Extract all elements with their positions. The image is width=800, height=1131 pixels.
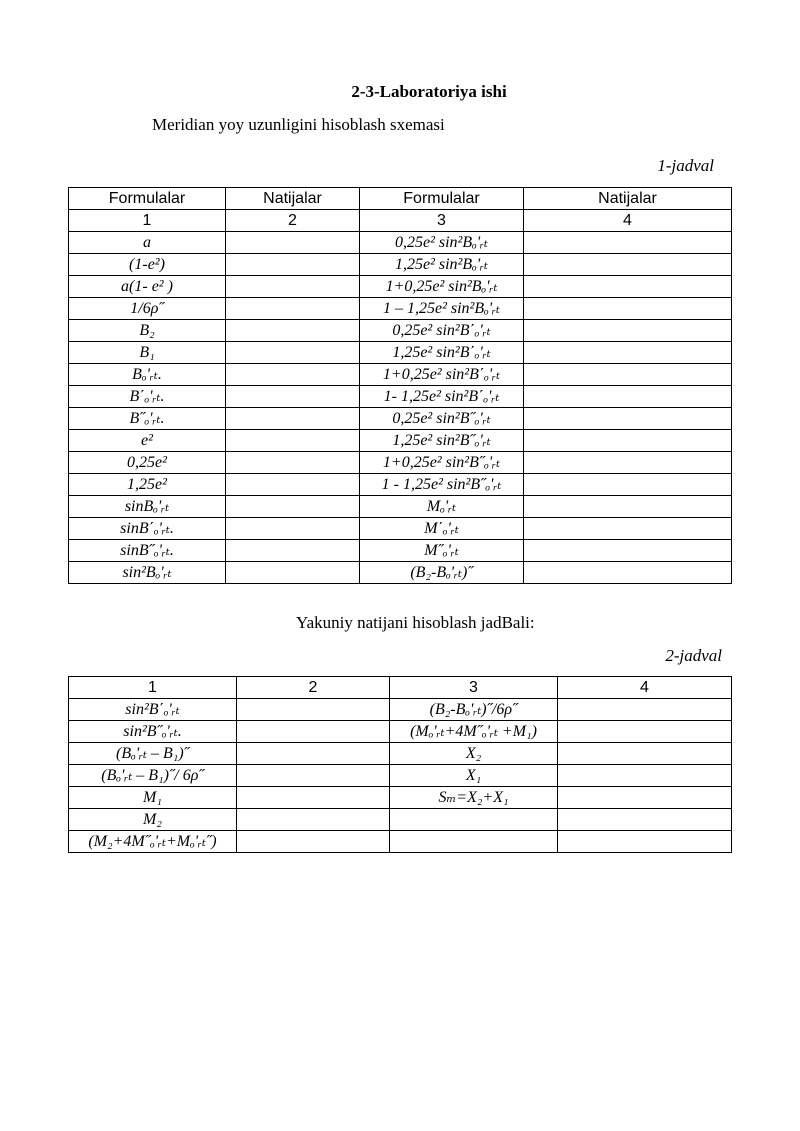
table1-formula-cell: 0,25e² sin²B΄ₒ'ᵣₜ xyxy=(360,320,524,342)
table1-row xyxy=(69,540,732,562)
table1-result-cell xyxy=(524,562,732,584)
table1-result-cell xyxy=(524,386,732,408)
table2-row xyxy=(69,831,732,853)
table1-formula-cell: 1,25e² xyxy=(69,474,226,496)
table1-formula-cell: e² xyxy=(69,430,226,452)
table2-caption: Yakuniy natijani hisoblash jadBali: xyxy=(296,613,535,632)
table1-formula-cell: sin²Bₒ'ᵣₜ xyxy=(69,562,226,584)
table2-result-cell xyxy=(237,765,390,787)
table1-row xyxy=(69,452,732,474)
table1-result-cell xyxy=(226,430,360,452)
table1-result-cell xyxy=(226,342,360,364)
table2-formula-cell: sin²B΄ₒ'ᵣₜ xyxy=(69,699,237,721)
table1-result-cell xyxy=(226,408,360,430)
table-2 xyxy=(68,676,732,853)
table2-formula-cell: (B₂-Bₒ'ᵣₜ)˝/6ρ˝ xyxy=(390,699,558,721)
table2-formula-cell xyxy=(390,831,558,853)
table1-result-cell xyxy=(524,232,732,254)
table1-result-cell xyxy=(226,496,360,518)
table1-formula-cell: 1+0,25e² sin²Bₒ'ᵣₜ xyxy=(360,276,524,298)
table1-formula-cell: M˝ₒ'ᵣₜ xyxy=(360,540,524,562)
table2-result-cell xyxy=(558,787,732,809)
table2-result-cell xyxy=(558,743,732,765)
table1-result-cell xyxy=(524,408,732,430)
table2-row xyxy=(69,721,732,743)
table1-result-cell xyxy=(226,386,360,408)
table2-result-cell xyxy=(558,721,732,743)
table1-row xyxy=(69,232,732,254)
table2-row xyxy=(69,787,732,809)
table2-number-cell: 4 xyxy=(558,677,732,699)
table1-formula-cell: 1+0,25e² sin²B΄ₒ'ᵣₜ xyxy=(360,364,524,386)
table1-formula-cell: B˝ₒ'ᵣₜ. xyxy=(69,408,226,430)
table1-formula-cell: sinB˝ₒ'ᵣₜ. xyxy=(69,540,226,562)
table2-formula-cell: M₁ xyxy=(69,787,237,809)
table1-formula-cell: 0,25e² xyxy=(69,452,226,474)
table2-formula-cell: (Bₒ'ᵣₜ – B₁)˝/ 6ρ˝ xyxy=(69,765,237,787)
table2-result-cell xyxy=(237,787,390,809)
table1-header-cell: Natijalar xyxy=(524,188,732,210)
table1-header-row xyxy=(69,188,732,210)
table2-result-cell xyxy=(237,743,390,765)
table1-formula-cell: (1-e²) xyxy=(69,254,226,276)
table2-row xyxy=(69,765,732,787)
table2-formula-cell: (M₂+4M˝ₒ'ᵣₜ+Mₒ'ᵣₜ˝) xyxy=(69,831,237,853)
table2-result-cell xyxy=(558,765,732,787)
table2-result-cell xyxy=(237,831,390,853)
table1-row xyxy=(69,386,732,408)
table1-result-cell xyxy=(226,298,360,320)
table1-result-cell xyxy=(524,518,732,540)
table2-result-cell xyxy=(237,699,390,721)
table1-formula-cell: a(1- e² ) xyxy=(69,276,226,298)
table1-result-cell xyxy=(226,474,360,496)
table1-result-cell xyxy=(226,276,360,298)
table1-formula-cell: B₁ xyxy=(69,342,226,364)
table1-label: 1-jadval xyxy=(657,156,714,175)
table1-formula-cell: 1- 1,25e² sin²B΄ₒ'ᵣₜ xyxy=(360,386,524,408)
table1-result-cell xyxy=(524,540,732,562)
table2-number-cell: 2 xyxy=(237,677,390,699)
table1-result-cell xyxy=(226,540,360,562)
table1-result-cell xyxy=(226,232,360,254)
table1-result-cell xyxy=(524,342,732,364)
table2-row xyxy=(69,809,732,831)
table1-row xyxy=(69,562,732,584)
table2-formula-cell: (Mₒ'ᵣₜ+4M˝ₒ'ᵣₜ +M₁) xyxy=(390,721,558,743)
table1-number-cell: 1 xyxy=(69,210,226,232)
table1-result-cell xyxy=(226,254,360,276)
table2-number-cell: 3 xyxy=(390,677,558,699)
table1-result-cell xyxy=(524,298,732,320)
table1-formula-cell: B₂ xyxy=(69,320,226,342)
table1-result-cell xyxy=(524,452,732,474)
table1-header-cell: Formulalar xyxy=(360,188,524,210)
table1-header-cell: Natijalar xyxy=(226,188,360,210)
table1-formula-cell: 1/6ρ˝ xyxy=(69,298,226,320)
table1-result-cell xyxy=(524,474,732,496)
table-1 xyxy=(68,187,732,584)
table1-formula-cell: 1,25e² sin²B΄ₒ'ᵣₜ xyxy=(360,342,524,364)
table2-formula-cell: sin²B˝ₒ'ᵣₜ. xyxy=(69,721,237,743)
table2-formula-cell xyxy=(390,809,558,831)
table1-result-cell xyxy=(226,452,360,474)
table1-formula-cell: 1 - 1,25e² sin²B˝ₒ'ᵣₜ xyxy=(360,474,524,496)
table1-formula-cell: Mₒ'ᵣₜ xyxy=(360,496,524,518)
table1-result-cell xyxy=(524,364,732,386)
table1-formula-cell: a xyxy=(69,232,226,254)
table2-result-cell xyxy=(237,809,390,831)
table1-number-cell: 2 xyxy=(226,210,360,232)
table1-formula-cell: sinBₒ'ᵣₜ xyxy=(69,496,226,518)
table1-number-cell: 3 xyxy=(360,210,524,232)
table1-formula-cell: sinB΄ₒ'ᵣₜ. xyxy=(69,518,226,540)
table2-label: 2-jadval xyxy=(665,646,722,665)
table2-number-row xyxy=(69,677,732,699)
table1-row xyxy=(69,474,732,496)
table1-formula-cell: 1+0,25e² sin²B˝ₒ'ᵣₜ xyxy=(360,452,524,474)
table1-result-cell xyxy=(226,518,360,540)
table1-row xyxy=(69,342,732,364)
table1-row xyxy=(69,254,732,276)
table2-result-cell xyxy=(558,699,732,721)
table1-formula-cell: (B₂-Bₒ'ᵣₜ)˝ xyxy=(360,562,524,584)
table1-row xyxy=(69,496,732,518)
table1-number-cell: 4 xyxy=(524,210,732,232)
table1-formula-cell: 1,25e² sin²B˝ₒ'ᵣₜ xyxy=(360,430,524,452)
table1-formula-cell: 0,25e² sin²Bₒ'ᵣₜ xyxy=(360,232,524,254)
table2-formula-cell: M₂ xyxy=(69,809,237,831)
table2-row xyxy=(69,743,732,765)
table1-formula-cell: 0,25e² sin²B˝ₒ'ᵣₜ xyxy=(360,408,524,430)
table1-result-cell xyxy=(226,562,360,584)
table1-result-cell xyxy=(226,320,360,342)
table1-formula-cell: 1,25e² sin²Bₒ'ᵣₜ xyxy=(360,254,524,276)
table1-formula-cell: 1 – 1,25e² sin²Bₒ'ᵣₜ xyxy=(360,298,524,320)
table1-result-cell xyxy=(524,276,732,298)
table1-result-cell xyxy=(524,430,732,452)
table1-result-cell xyxy=(226,364,360,386)
page-subtitle: Meridian yoy uzunligini hisoblash sxemasi xyxy=(152,115,445,134)
table2-result-cell xyxy=(558,831,732,853)
table2-row xyxy=(69,699,732,721)
table1-row xyxy=(69,518,732,540)
table1-formula-cell: B΄ₒ'ᵣₜ. xyxy=(69,386,226,408)
table1-row xyxy=(69,430,732,452)
table2-formula-cell: Sₘ=X₂+X₁ xyxy=(390,787,558,809)
table1-row xyxy=(69,276,732,298)
table1-row xyxy=(69,408,732,430)
table2-formula-cell: X₂ xyxy=(390,743,558,765)
table1-row xyxy=(69,320,732,342)
table2-number-cell: 1 xyxy=(69,677,237,699)
table1-result-cell xyxy=(524,496,732,518)
table1-formula-cell: Bₒ'ᵣₜ. xyxy=(69,364,226,386)
table1-result-cell xyxy=(524,320,732,342)
table2-formula-cell: (Bₒ'ᵣₜ – B₁)˝ xyxy=(69,743,237,765)
table1-row xyxy=(69,364,732,386)
page-title: 2-3-Laboratoriya ishi xyxy=(351,82,507,101)
table1-header-cell: Formulalar xyxy=(69,188,226,210)
table2-formula-cell: X₁ xyxy=(390,765,558,787)
table2-result-cell xyxy=(558,809,732,831)
table1-row xyxy=(69,298,732,320)
table1-formula-cell: M΄ₒ'ᵣₜ xyxy=(360,518,524,540)
table1-result-cell xyxy=(524,254,732,276)
table1-number-row xyxy=(69,210,732,232)
table2-result-cell xyxy=(237,721,390,743)
